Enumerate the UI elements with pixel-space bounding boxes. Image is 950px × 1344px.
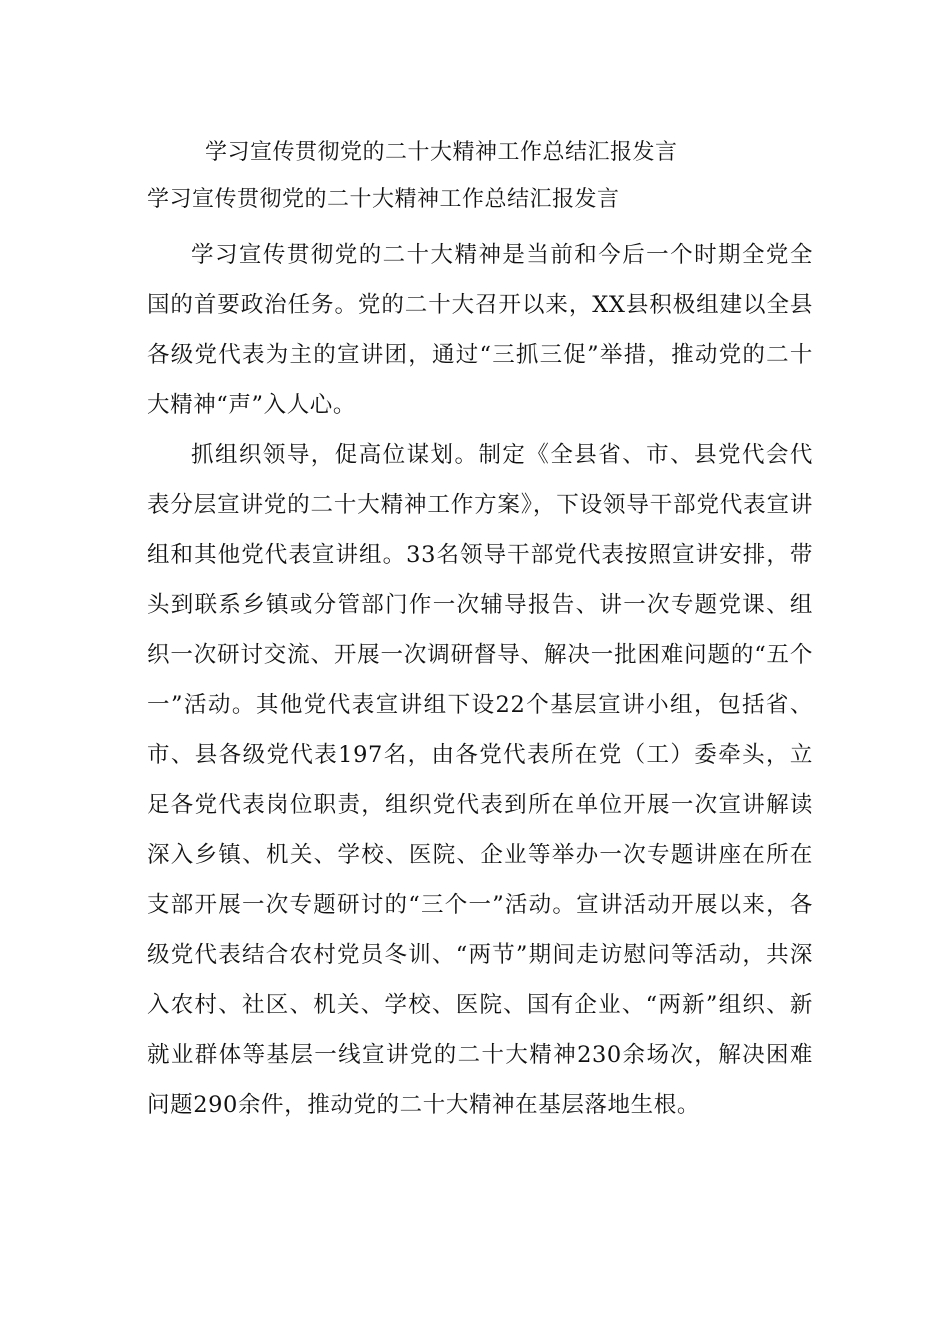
paragraph-intro: 学习宣传贯彻党的二十大精神是当前和今后一个时期全党全国的首要政治任务。党的二十大召开以来，XX县积极组建以全县各级党代表为主的宣讲团，通过“三抓三促”举措，推动党的二十大精神“声”入人心。: [147, 242, 813, 418]
document-body: [147, 230, 813, 1130]
document-title: 学习宣传贯彻党的二十大精神工作总结汇报发言: [205, 140, 678, 165]
document-subtitle: 学习宣传贯彻党的二十大精神工作总结汇报发言: [147, 187, 620, 212]
paragraph-organization: 抓组织领导，促高位谋划。制定《全县省、市、县党代会代表分层宣讲党的二十大精神工作方案》，下设领导干部党代表宣讲组和其他党代表宣讲组。33名领导干部党代表按照宣讲安排，带头到联系乡镇或分管部门作一次辅导报告、讲一次专题党课、组织一次研讨交流、开展一次调研督导、解决一批困难问题的“五个一”活动。其他党代表宣讲组下设22个基层宣讲小组，包括省、市、县各级党代表197名，由各党代表所在党（工）委牵头，立足各党代表岗位职责，组织党代表到所在单位开展一次宣讲解读深入乡镇、机关、学校、医院、企业等举办一次专题讲座在所在支部开展一次专题研讨的“三个一”活动。宣讲活动开展以来，各级党代表结合农村党员冬训、“两节”期间走访慰问等活动，共深入农村、社区、机关、学校、医院、国有企业、“两新”组织、新就业群体等基层一线宣讲党的二十大精神230余场次，解决困难问题290余件，推动党的二十大精神在基层落地生根。: [147, 442, 813, 1118]
